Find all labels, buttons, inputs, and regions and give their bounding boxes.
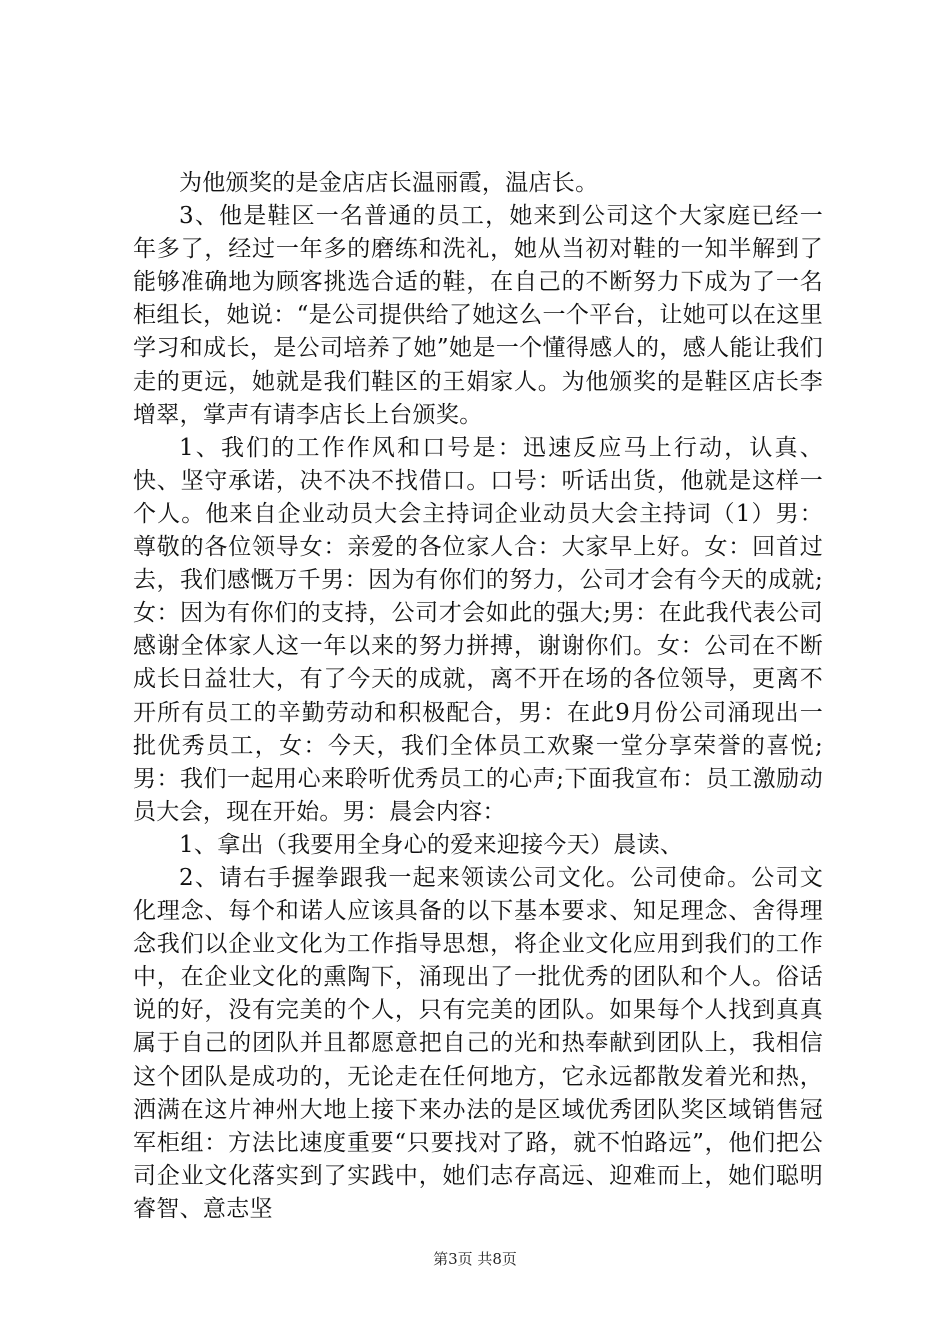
paragraph-3: 1、我们的工作作风和口号是：迅速反应马上行动，认真、快、坚守承诺，决不决不找借口。口号：听话出货，他就是这样一个人。他来自企业动员大会主持词企业动员大会主持词（1）男：尊敬的各位领导女：亲爱的各位家人合：大家早上好。女：回首过去，我们感慨万千男：因为有你们的努力，公司才会有今天的成就;女：因为有你们的支持，公司才会如此的强大;男：在此我代表公司感谢全体家人这一年以来的努力拼搏，谢谢你们。女：公司在不断成长日益壮大，有了今天的成就，离不开在场的各位领导，更离不开所有员工的辛勤劳动和积极配合，男：在此9月份公司涌现出一批优秀员工，女：今天，我们全体员工欢聚一堂分享荣誉的喜悦;男：我们一起用心来聆听优秀员工的心声;下面我宣布：员工激励动员大会，现在开始。男：晨会内容： xyxy=(133,434,823,825)
paragraph-4: 1、拿出（我要用全身心的爱来迎接今天）晨读、 xyxy=(179,831,684,858)
document-body xyxy=(133,167,823,1226)
page-number-footer: 第3页 共8页 xyxy=(433,1250,517,1268)
paragraph-1: 为他颁奖的是金店店长温丽霞，温店长。 xyxy=(179,170,599,196)
paragraph-2: 3、他是鞋区一名普通的员工，她来到公司这个大家庭已经一年多了，经过一年多的磨练和洗礼，她从当初对鞋的一知半解到了能够准确地为顾客挑选合适的鞋，在自己的不断努力下成为了一名柜组长，她说：“是公司提供给了她这么一个平台，让她可以在这里学习和成长，是公司培养了她”她是一个懂得感人的，感人能让我们走的更远，她就是我们鞋区的王娟家人。为他颁奖的是鞋区店长李增翠，掌声有请李店长上台颁奖。 xyxy=(133,203,823,428)
paragraph-5: 2、请右手握拳跟我一起来领读公司文化。公司使命。公司文化理念、每个和诺人应该具备的以下基本要求、知足理念、舍得理念我们以企业文化为工作指导思想，将企业文化应用到我们的工作中，在企业文化的熏陶下，涌现出了一批优秀的团队和个人。俗话说的好，没有完美的个人，只有完美的团队。如果每个人找到真真属于自己的团队并且都愿意把自己的光和热奉献到团队上，我相信这个团队是成功的，无论走在任何地方，它永远都散发着光和热，洒满在这片神州大地上接下来办法的是区域优秀团队奖区域销售冠军柜组：方法比速度重要“只要找对了路，就不怕路远”，他们把公司企业文化落实到了实践中，她们志存高远、迎难而上，她们聪明睿智、意志坚 xyxy=(133,864,823,1222)
